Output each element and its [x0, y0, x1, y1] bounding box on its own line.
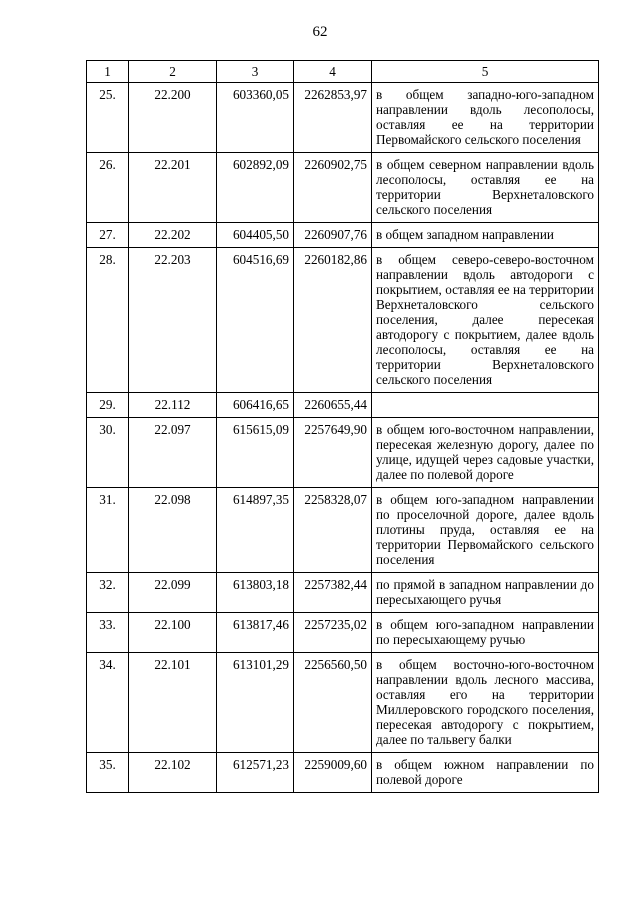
x-coordinate: 604405,50	[217, 223, 294, 248]
boundary-description: в общем юго-западном направлении по проселочной дороге, далее вдоль плотины пруда, оставляя ее на территории Первомайского сельского поселения	[372, 488, 599, 573]
point-id: 22.098	[129, 488, 217, 573]
point-id: 22.101	[129, 653, 217, 753]
table-row	[87, 573, 599, 613]
row-number: 25.	[87, 83, 129, 153]
y-coordinate: 2258328,07	[294, 488, 372, 573]
point-id: 22.100	[129, 613, 217, 653]
boundary-description: по прямой в западном направлении до пересыхающего ручья	[372, 573, 599, 613]
column-header: 1	[87, 61, 129, 83]
x-coordinate: 615615,09	[217, 418, 294, 488]
y-coordinate: 2257649,90	[294, 418, 372, 488]
table-row	[87, 393, 599, 418]
column-header: 5	[372, 61, 599, 83]
point-id: 22.200	[129, 83, 217, 153]
boundary-table	[86, 60, 599, 793]
boundary-description: в общем южном направлении по полевой дороге	[372, 753, 599, 793]
point-id: 22.097	[129, 418, 217, 488]
column-header: 2	[129, 61, 217, 83]
x-coordinate: 606416,65	[217, 393, 294, 418]
boundary-description: в общем западном направлении	[372, 223, 599, 248]
point-id: 22.102	[129, 753, 217, 793]
table-row	[87, 613, 599, 653]
boundary-description: в общем юго-западном направлении по пересыхающему ручью	[372, 613, 599, 653]
table-header-row	[87, 61, 599, 83]
y-coordinate: 2260182,86	[294, 248, 372, 393]
row-number: 26.	[87, 153, 129, 223]
x-coordinate: 613803,18	[217, 573, 294, 613]
row-number: 31.	[87, 488, 129, 573]
point-id: 22.099	[129, 573, 217, 613]
y-coordinate: 2257235,02	[294, 613, 372, 653]
y-coordinate: 2260655,44	[294, 393, 372, 418]
page-number: 62	[312, 24, 328, 40]
table-row	[87, 248, 599, 393]
point-id: 22.112	[129, 393, 217, 418]
y-coordinate: 2262853,97	[294, 83, 372, 153]
x-coordinate: 612571,23	[217, 753, 294, 793]
x-coordinate: 603360,05	[217, 83, 294, 153]
row-number: 27.	[87, 223, 129, 248]
x-coordinate: 614897,35	[217, 488, 294, 573]
table-row	[87, 153, 599, 223]
table-row	[87, 83, 599, 153]
point-id: 22.203	[129, 248, 217, 393]
row-number: 32.	[87, 573, 129, 613]
row-number: 35.	[87, 753, 129, 793]
row-number: 29.	[87, 393, 129, 418]
y-coordinate: 2260902,75	[294, 153, 372, 223]
boundary-description: в общем северо-северо-восточном направлении вдоль автодороги с покрытием, оставляя ее на территории Верхнеталовского сельского поселения, далее пересекая автодорогу с покрытием, далее вдоль лесополосы, оставляя ее на территории Верхнеталовского сельского поселения	[372, 248, 599, 393]
boundary-description: в общем западно-юго-западном направлении вдоль лесополосы, оставляя ее на территории Первомайского сельского поселения	[372, 83, 599, 153]
row-number: 33.	[87, 613, 129, 653]
boundary-description: в общем восточно-юго-восточном направлении вдоль лесного массива, оставляя его на территории Миллеровского городского поселения, пересекая автодорогу с покрытием, далее по тальвегу балки	[372, 653, 599, 753]
point-id: 22.201	[129, 153, 217, 223]
y-coordinate: 2257382,44	[294, 573, 372, 613]
x-coordinate: 604516,69	[217, 248, 294, 393]
table-row	[87, 488, 599, 573]
row-number: 34.	[87, 653, 129, 753]
x-coordinate: 613817,46	[217, 613, 294, 653]
boundary-description: в общем северном направлении вдоль лесополосы, оставляя ее на территории Верхнеталовского сельского поселения	[372, 153, 599, 223]
column-header: 3	[217, 61, 294, 83]
row-number: 28.	[87, 248, 129, 393]
boundary-description	[372, 393, 599, 418]
y-coordinate: 2259009,60	[294, 753, 372, 793]
x-coordinate: 613101,29	[217, 653, 294, 753]
boundary-description: в общем юго-восточном направлении, пересекая железную дорогу, далее по улице, идущей через садовые участки, далее по полевой дороге	[372, 418, 599, 488]
table-row	[87, 223, 599, 248]
table-row	[87, 418, 599, 488]
x-coordinate: 602892,09	[217, 153, 294, 223]
point-id: 22.202	[129, 223, 217, 248]
row-number: 30.	[87, 418, 129, 488]
table-row	[87, 653, 599, 753]
y-coordinate: 2260907,76	[294, 223, 372, 248]
table-row	[87, 753, 599, 793]
y-coordinate: 2256560,50	[294, 653, 372, 753]
column-header: 4	[294, 61, 372, 83]
